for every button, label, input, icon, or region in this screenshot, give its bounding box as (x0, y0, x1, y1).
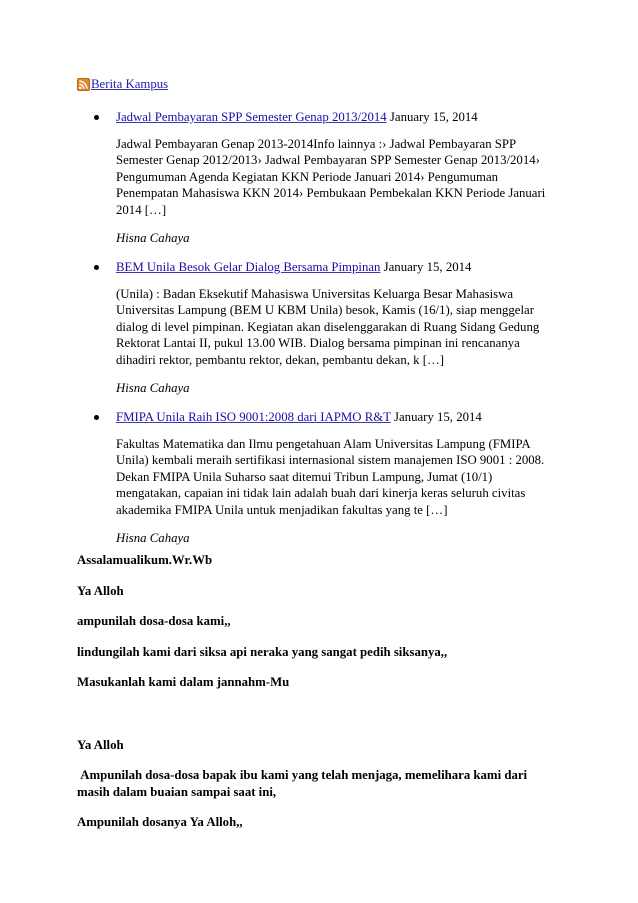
feed-item-date: January 15, 2014 (383, 260, 472, 275)
feed-item-excerpt: (Unila) : Badan Eksekutif Mahasiswa Universitas Keluarga Besar Mahasiswa Universitas Lampung (BEM U KBM Unila) besok, Kamis (16/1), siap menggelar dialog di level pimpinan. Kegiatan akan diselenggarakan di Ruang Sidang Gedung Rektorat Lantai II, pukul 13.00 WIB. Dialog bersama pimpinan ini rencananya dihadiri rektor, pembantu rektor, dekan, pembantu dekan, k […] (116, 287, 540, 367)
bullet (94, 115, 99, 120)
bullet (94, 265, 99, 270)
feed-item-date: January 15, 2014 (394, 410, 482, 425)
prayer-text (77, 552, 547, 831)
feed-item-excerpt: Jadwal Pembayaran Genap 2013-2014Info lainnya :› Jadwal Pembayaran SPP Semester Genap 2012/2013› Jadwal Pembayaran SPP Semester Genap 2013/2014› Pengumuman Agenda Kegiatan KKN Periode Januari 2014› Pengumuman Penempatan Mahasiswa KKN 2014› Pembukaan Pembekalan KKN Periode Januari 2014 […] (116, 137, 546, 217)
feed-item-date: January 15, 2014 (389, 110, 478, 124)
prayer-line: lindungilah kami dari siksa api neraka yang sangat pedih siksanya,, (77, 644, 448, 659)
rss-icon (77, 78, 90, 91)
prayer-line: Ya Alloh (77, 737, 124, 752)
feed-item-excerpt: Fakultas Matematika dan Ilmu pengetahuan Alam Universitas Lampung (FMIPA Unila) kembali meraih sertifikasi internasional sistem manajemen ISO 9001 : 2008. Dekan FMIPA Unila Suharso saat ditemui Tribun Lampung, Jumat (10/1) mengatakan, capaian ini tidak lain adalah buah dari kinerja keras seluruh civitas akademika FMIPA Unila untuk menjadikan fakultas yang te […] (116, 437, 545, 517)
feed-item-list (94, 109, 554, 546)
feed-item-author: Hisna Cahaya (116, 231, 190, 246)
feed-item (94, 109, 554, 246)
prayer-line: ampunilah dosa-dosa kami,, (77, 614, 231, 628)
prayer-line: Masukanlah kami dalam jannahm-Mu (77, 675, 290, 689)
feed-item (94, 259, 554, 396)
feed-item-title-link[interactable]: Jadwal Pembayaran SPP Semester Genap 2013/2014 (116, 110, 387, 124)
feed-title-link[interactable]: Berita Kampus (91, 77, 169, 91)
prayer-line: Ampunilah dosanya Ya Alloh,, (77, 815, 243, 829)
feed-item-title-link[interactable]: FMIPA Unila Raih ISO 9001:2008 dari IAPMO R&T (116, 410, 391, 425)
feed-item-author: Hisna Cahaya (116, 381, 190, 396)
prayer-line: Ya Alloh (77, 583, 124, 598)
prayer-line: Ampunilah dosa-dosa bapak ibu kami yang telah menjaga, memelihara kami dari masih dalam buaian sampai saat ini, (77, 768, 531, 799)
feed-header (77, 75, 168, 92)
greeting-line: Assalamualikum.Wr.Wb (77, 553, 213, 567)
feed-item-title-link[interactable]: BEM Unila Besok Gelar Dialog Bersama Pimpinan (116, 260, 381, 275)
feed-item (94, 409, 554, 546)
feed-item-author: Hisna Cahaya (116, 531, 190, 546)
